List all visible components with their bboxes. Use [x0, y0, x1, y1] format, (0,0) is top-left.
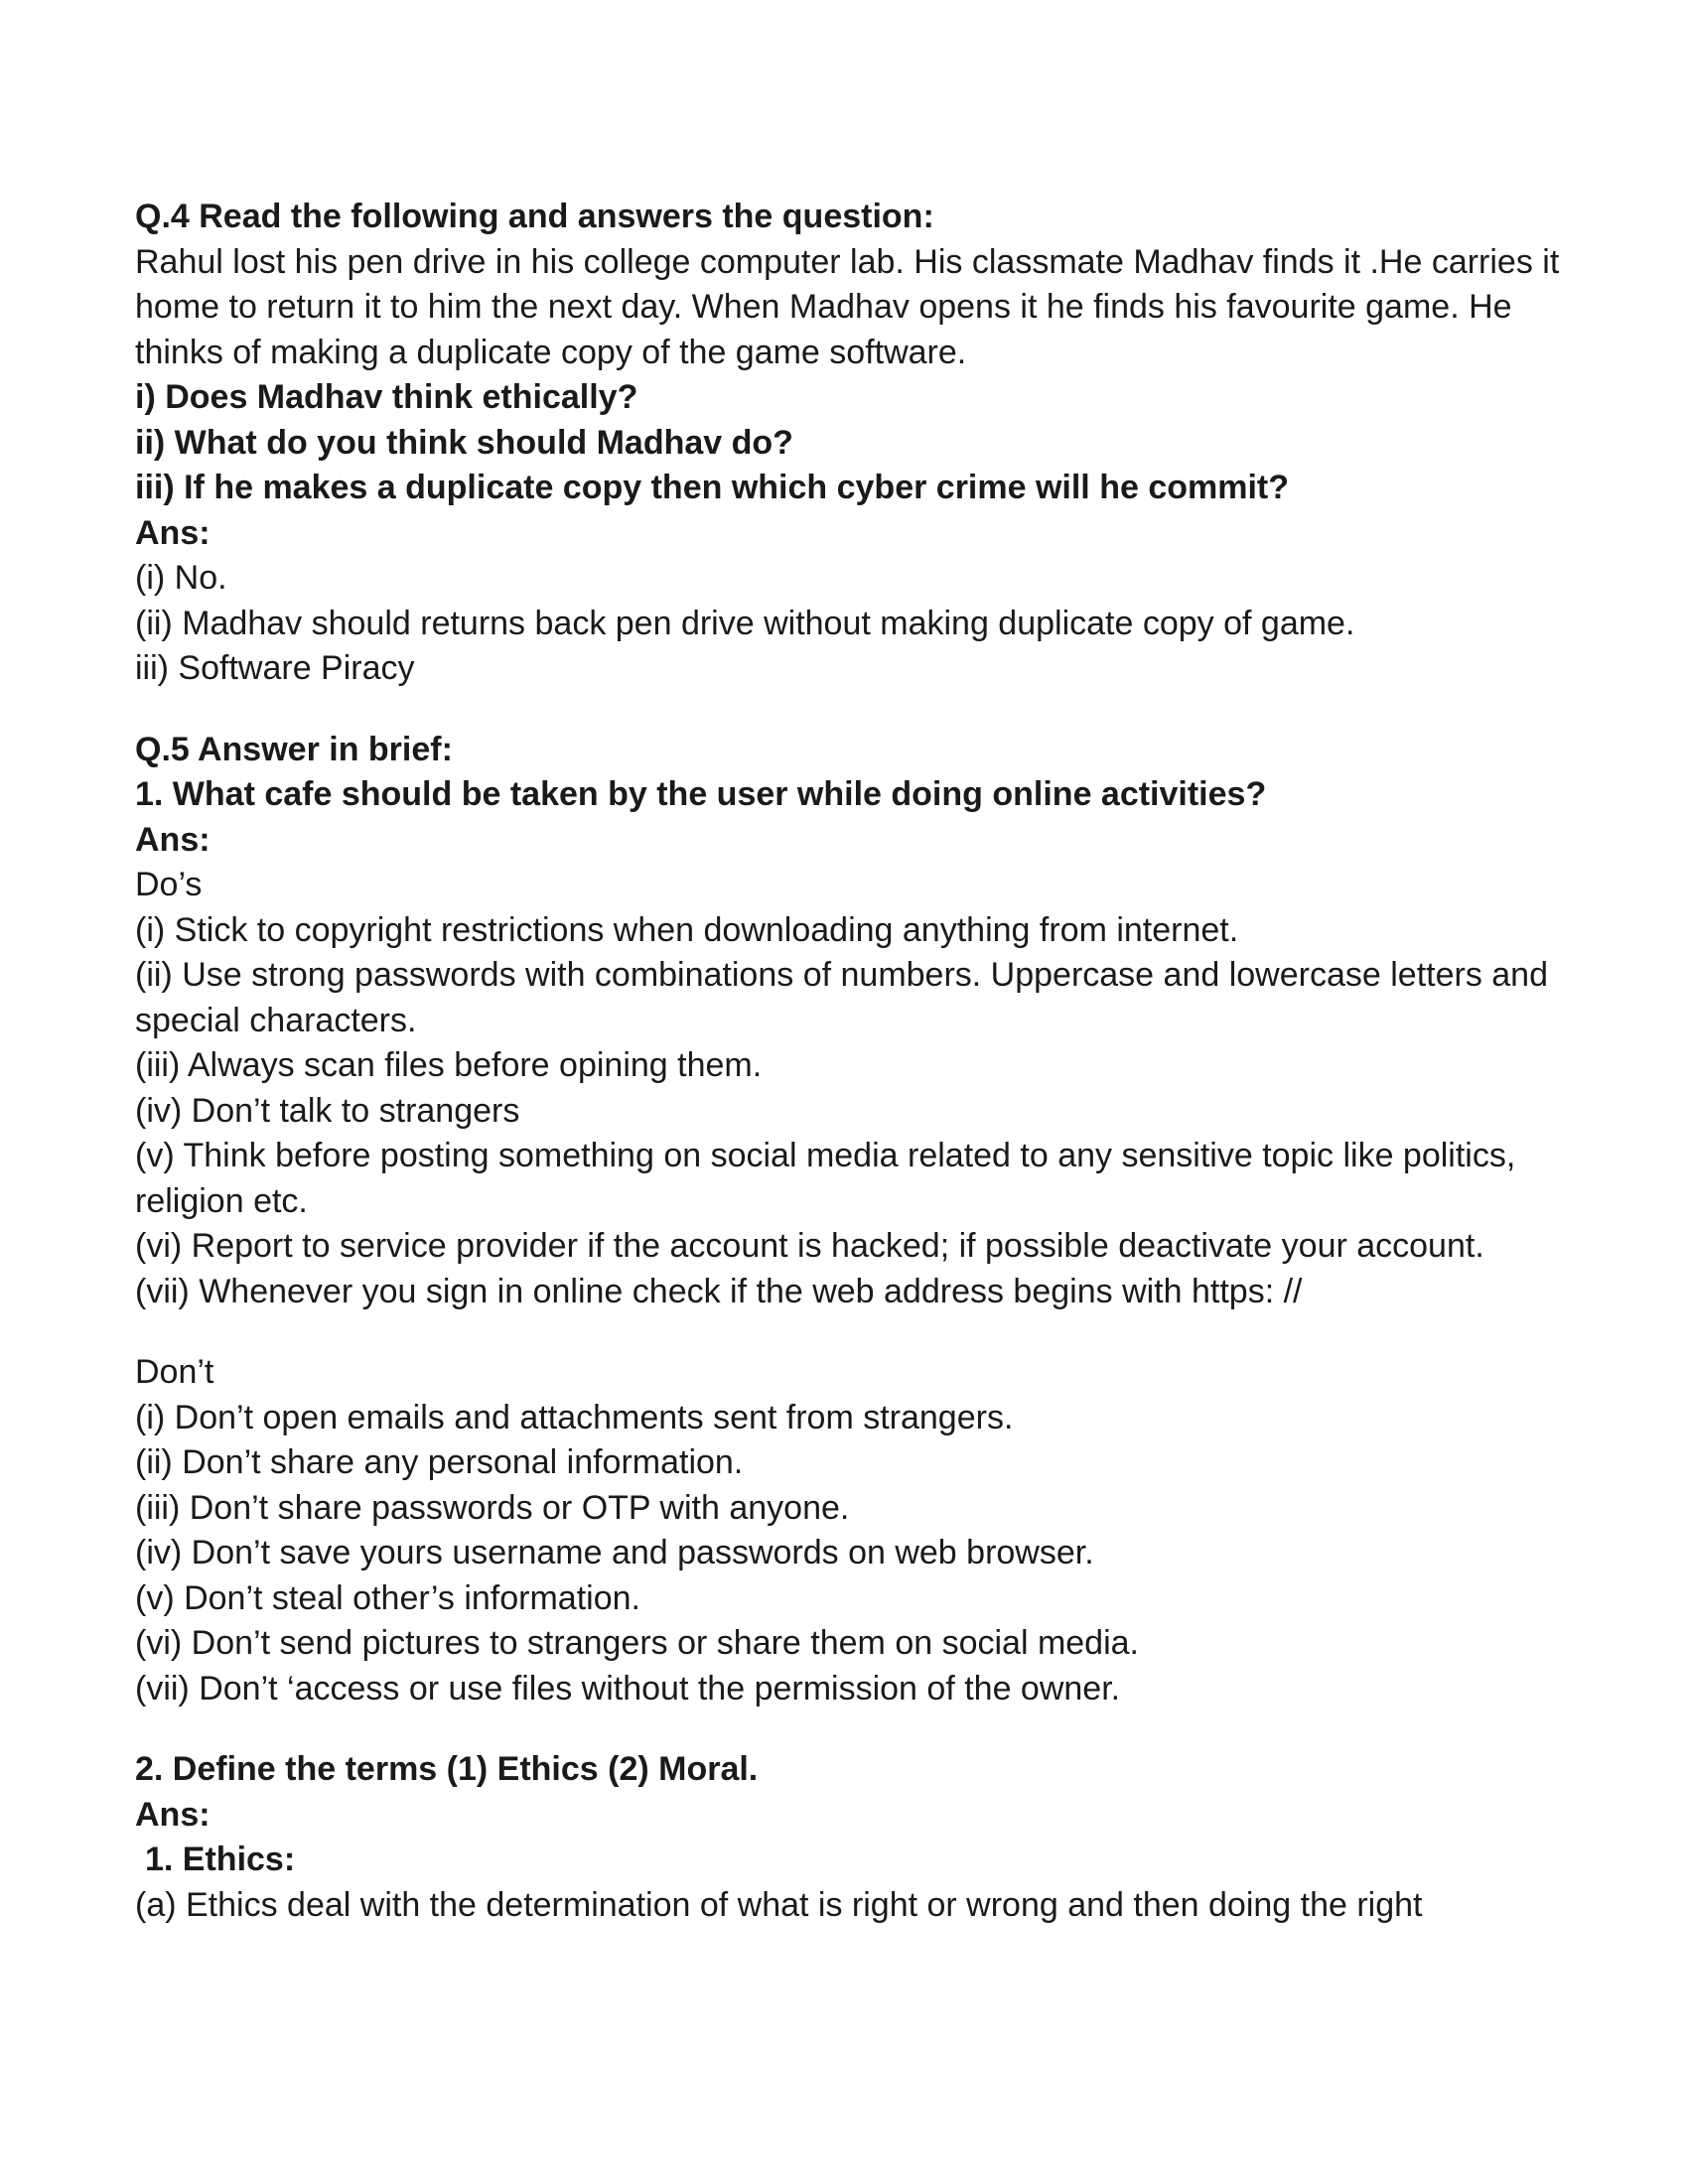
q5-ans2-label: Ans: — [135, 1795, 211, 1834]
dos-item: (vi) Report to service provider if the account is hacked; if possible deactivate your account. — [135, 1227, 1484, 1265]
q4-answer-2: (ii) Madhav should returns back pen drive without making duplicate copy of game. — [135, 604, 1355, 642]
dos-item: (v) Think before posting something on social media related to any sensitive topic like politics, religion etc. — [135, 1137, 1516, 1220]
donts-item: (iii) Don’t share passwords or OTP with anyone. — [135, 1488, 850, 1527]
donts-item: (vii) Don’t ‘access or use files without the permission of the owner. — [135, 1669, 1121, 1707]
ethics-title: 1. Ethics: — [145, 1841, 296, 1878]
q4-answer-3: iii) Software Piracy — [135, 649, 415, 687]
q4-ans-label: Ans: — [135, 513, 211, 552]
q5-ans-label: Ans: — [135, 820, 211, 859]
dos-item: (ii) Use strong passwords with combinations of numbers. Uppercase and lowercase letters and special characters. — [135, 956, 1548, 1039]
q4-heading: Q.4 Read the following and answers the question: — [135, 198, 934, 235]
document-page — [135, 195, 1565, 1928]
q4-answer-1: (i) No. — [135, 559, 227, 597]
dos-item: (iii) Always scan files before opining them. — [135, 1046, 763, 1084]
donts-title: Don’t — [135, 1353, 214, 1391]
dos-item: (iv) Don’t talk to strangers — [135, 1091, 520, 1130]
dos-title: Do’s — [135, 866, 203, 903]
section-gap — [135, 1314, 1565, 1350]
donts-item: (i) Don’t open emails and attachments sent from strangers. — [135, 1398, 1014, 1436]
q4-passage: Rahul lost his pen drive in his college computer lab. His classmate Madhav finds it .He carries it home to return it to him the next day. When Madhav opens it he finds his favourite game. He thinks of making a duplicate copy of the game software. — [135, 242, 1560, 371]
section-gap — [135, 1711, 1565, 1747]
q4-question-1: i) Does Madhav think ethically? — [135, 378, 638, 416]
donts-item: (iv) Don’t save yours username and passwords on web browser. — [135, 1534, 1094, 1571]
section-gap — [135, 692, 1565, 728]
q5-heading: Q.5 Answer in brief: — [135, 730, 453, 768]
donts-item: (v) Don’t steal other’s information. — [135, 1578, 640, 1617]
donts-item: (vi) Don’t send pictures to strangers or share them on social media. — [135, 1624, 1140, 1662]
q5-question-2: 2. Define the terms (1) Ethics (2) Moral. — [135, 1750, 759, 1788]
donts-item: (ii) Don’t share any personal information. — [135, 1443, 744, 1481]
q5-question-1: 1. What cafe should be taken by the user while doing online activities? — [135, 775, 1267, 813]
ethics-definition-a: (a) Ethics deal with the determination of what is right or wrong and then doing the right — [135, 1885, 1423, 1924]
q4-question-3: iii) If he makes a duplicate copy then which cyber crime will he commit? — [135, 469, 1289, 506]
dos-item: (i) Stick to copyright restrictions when downloading anything from internet. — [135, 910, 1239, 949]
q4-question-2: ii) What do you think should Madhav do? — [135, 423, 793, 462]
dos-item: (vii) Whenever you sign in online check if the web address begins with https: // — [135, 1272, 1303, 1310]
